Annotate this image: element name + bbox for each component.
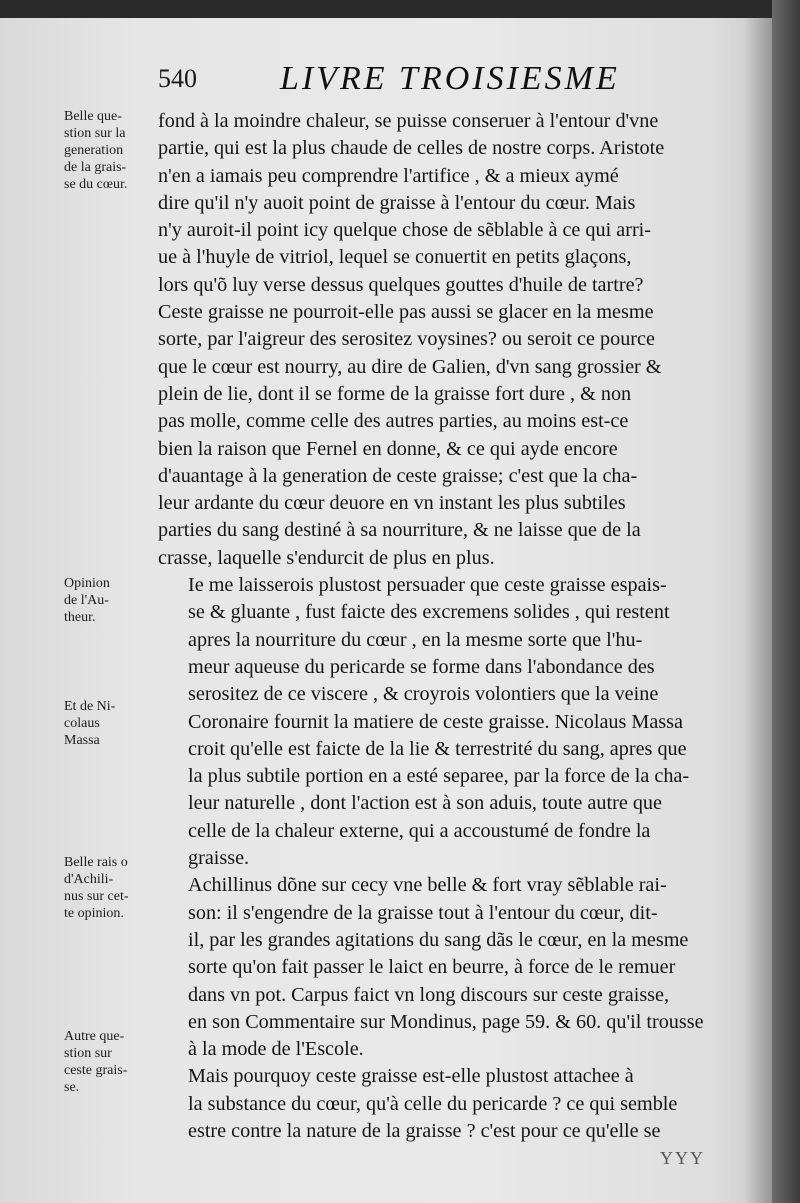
text-line: fond à la moindre chaleur, se puisse conseruer à l'entour d'vne xyxy=(158,110,659,132)
text-line: pas molle, comme celle des autres parties, au moins est-ce xyxy=(158,410,629,433)
text-line: meur aqueuse du pericarde se forme dans l'abondance des xyxy=(188,655,655,678)
margin-note-line: se. xyxy=(64,1080,80,1095)
text-line: la substance du cœur, qu'à celle du pericarde ? ce qui semble xyxy=(188,1092,678,1115)
margin-note-5 xyxy=(64,1028,154,1096)
body-text xyxy=(158,108,738,1145)
page-gutter-shadow xyxy=(744,18,772,1203)
margin-note-line: Autre que- xyxy=(64,1029,125,1044)
text-line: celle de la chaleur externe, qui a accoustumé de fondre la xyxy=(188,819,651,842)
margin-note-line: stion sur la xyxy=(64,126,126,141)
margin-note-line: de la grais- xyxy=(64,160,127,175)
text-line: en son Commentaire sur Mondinus, page 59. & 60. qu'il trousse xyxy=(188,1010,704,1033)
text-line: Coronaire fournit la matiere de ceste graisse. Nicolaus Massa xyxy=(188,710,683,733)
text-line: leur ardante du cœur deuore en vn instant les plus subtiles xyxy=(158,492,626,515)
margin-note-line: Belle que- xyxy=(64,109,122,124)
margin-note-3 xyxy=(64,698,154,749)
text-line: la plus subtile portion en a esté separee, par la force de la cha- xyxy=(188,765,690,788)
text-line: ue à l'huyle de vitriol, lequel se conuertit en petits glaçons, xyxy=(158,246,632,269)
text-line: crasse, laquelle s'endurcit de plus en plus. xyxy=(158,546,495,569)
text-line: à la mode de l'Escole. xyxy=(188,1038,364,1061)
running-title: LIVRE TROISIESME xyxy=(280,60,620,97)
margin-note-line: Et de Ni- xyxy=(64,699,116,714)
margin-note-1 xyxy=(64,108,154,193)
text-line: parties du sang destiné à sa nourriture, & ne laisse que de la xyxy=(158,519,641,542)
page-header xyxy=(150,58,710,98)
margin-note-4 xyxy=(64,854,154,922)
text-line: dans vn pot. Carpus faict vn long discours sur ceste graisse, xyxy=(188,983,670,1006)
text-line: croit qu'elle est faicte de la lie & terrestrité du sang, apres que xyxy=(188,737,687,760)
margin-note-line: Massa xyxy=(64,733,100,748)
catchword: YYY xyxy=(660,1148,705,1168)
text-line: son: il s'engendre de la graisse tout à l'entour du cœur, dit- xyxy=(188,901,658,924)
text-line: se & gluante , fust faicte des excremens solides , qui restent xyxy=(188,601,670,624)
paragraph xyxy=(158,1063,738,1145)
book-edge xyxy=(772,0,800,1203)
margin-note-line: Belle rais o xyxy=(64,855,128,870)
margin-note-line: se du cœur. xyxy=(64,177,128,192)
text-line: serositez de ce viscere , & croyrois volontiers que la veine xyxy=(188,683,659,706)
book-page xyxy=(0,18,772,1203)
text-line: Ie me laisserois plustost persuader que ceste graisse espais- xyxy=(188,574,667,597)
text-line: sorte qu'on fait passer le laict en beurre, à force de le remuer xyxy=(188,956,676,979)
margin-note-line: ceste grais- xyxy=(64,1063,128,1078)
margin-note-line: stion sur xyxy=(64,1046,112,1061)
text-line: plein de lie, dont il se forme de la graisse fort dure , & non xyxy=(158,382,632,405)
margin-note-line: te opinion. xyxy=(64,906,124,921)
text-line: que le cœur est nourry, au dire de Galien, d'vn sang grossier & xyxy=(158,355,662,378)
margin-note-line: theur. xyxy=(64,610,96,625)
margin-note-line: d'Achili- xyxy=(64,872,114,887)
text-line: graisse. xyxy=(188,847,250,870)
margin-note-line: Opinion xyxy=(64,576,110,591)
margin-note-line: colaus xyxy=(64,716,100,731)
text-line: leur naturelle , dont l'action est à son aduis, toute autre que xyxy=(188,792,662,815)
text-line: dire qu'il n'y auoit point de graisse à l'entour du cœur. Mais xyxy=(158,191,636,214)
margin-note-line: nus sur cet- xyxy=(64,889,129,904)
text-line: Ceste graisse ne pourroit-elle pas aussi se glacer en la mesme xyxy=(158,301,654,324)
text-line: il, par les grandes agitations du sang dãs le cœur, en la mesme xyxy=(188,928,689,951)
text-line: n'y auroit-il point icy quelque chose de sẽblable à ce qui arri- xyxy=(158,219,652,242)
text-line: sorte, par l'aigreur des serositez voysines? ou seroit ce pource xyxy=(158,328,655,351)
margin-note-line: generation xyxy=(64,143,124,158)
text-line: Mais pourquoy ceste graisse est-elle plustost attachee à xyxy=(188,1065,634,1088)
text-line: partie, qui est la plus chaude de celles de nostre corps. Aristote xyxy=(158,137,665,160)
paragraph xyxy=(158,108,738,572)
margin-note-line: de l'Au- xyxy=(64,593,109,608)
text-line: lors qu'õ luy verse dessus quelques gouttes d'huile de tartre? xyxy=(158,273,644,296)
text-line: Achillinus dõne sur cecy vne belle & fort vray sẽblable rai- xyxy=(188,874,667,897)
text-line: apres la nourriture du cœur , en la mesme sorte que l'hu- xyxy=(188,628,643,651)
text-line: estre contre la nature de la graisse ? c'est pour ce qu'elle se xyxy=(188,1119,661,1142)
paragraph xyxy=(158,572,738,872)
text-line: bien la raison que Fernel en donne, & ce qui ayde encore xyxy=(158,437,618,460)
text-line: d'auantage à la generation de ceste graisse; c'est que la cha- xyxy=(158,464,638,487)
paragraph xyxy=(158,872,738,1063)
page-number: 540 xyxy=(158,64,197,93)
margin-note-2 xyxy=(64,575,154,626)
text-line: n'en a iamais peu comprendre l'artifice , & a mieux aymé xyxy=(158,164,619,187)
